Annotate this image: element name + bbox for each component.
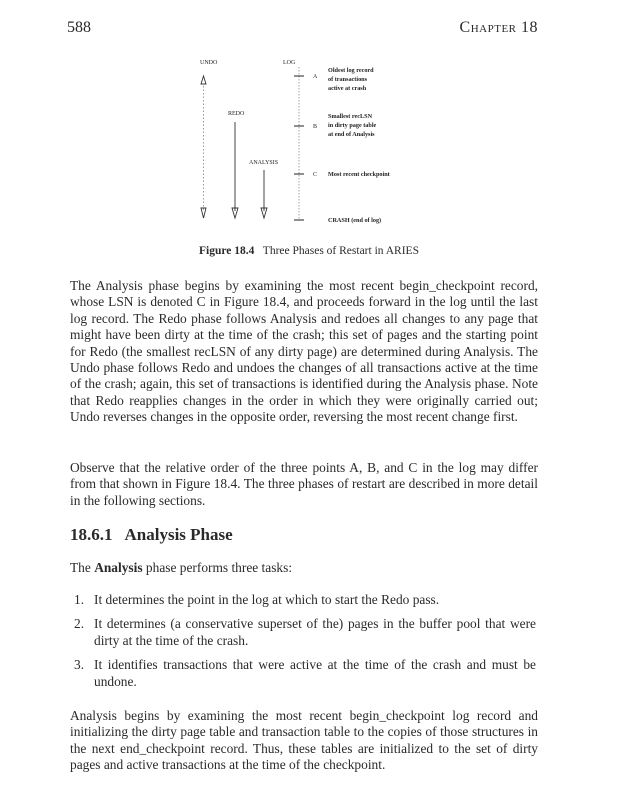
intro-prefix: The bbox=[70, 560, 91, 575]
point-a-desc-line2: of transactions bbox=[328, 76, 368, 83]
point-b-desc-line1: Smallest recLSN bbox=[328, 113, 373, 120]
paragraph-restart-phases: The Analysis phase begins by examining the most recent begin_checkpoint record, whose LSN is denoted C in Figure 18.4, and proceeds forward in the log until the last log record. The Redo phase follows Analysis and redoes all changes to any page that might have been dirty at the time of the crash; this set of pages and the starting point for Redo (the smallest recLSN of any dirty page) are determined during Analysis. The Undo phase follows Redo and undoes the changes of all transactions active at the time of the crash; again, this set of transactions is identified during the Analysis phase. Note that Redo reapplies changes in the order in which they were originally carried out; Undo reverses changes in the opposite order, reversing the most recent change first. bbox=[70, 278, 538, 425]
list-item bbox=[74, 592, 536, 608]
section-heading bbox=[70, 525, 233, 545]
point-b-desc-line2: in dirty page table bbox=[328, 122, 377, 129]
analysis-tasks-list bbox=[74, 592, 536, 698]
point-b-letter: B bbox=[313, 124, 318, 130]
analysis-column-label: ANALYSIS bbox=[249, 160, 279, 166]
list-item bbox=[74, 657, 536, 690]
undo-column-label: UNDO bbox=[200, 60, 218, 66]
list-item-number: 1. bbox=[74, 592, 85, 607]
section-number: 18.6.1 bbox=[70, 525, 113, 544]
section-intro bbox=[70, 560, 292, 576]
list-item-text: It identifies transactions that were active at the time of the crash and must be undone. bbox=[94, 657, 536, 689]
figure-diagram bbox=[195, 56, 435, 231]
list-item-number: 2. bbox=[74, 616, 85, 632]
undo-up-arrow bbox=[201, 76, 206, 84]
paragraph-relative-order: Observe that the relative order of the three points A, B, and C in the log may differ from that shown in Figure 18.4. The three phases of restart are described in more detail in the following sections. bbox=[70, 460, 538, 508]
figure-caption bbox=[0, 245, 618, 257]
section-title: Analysis Phase bbox=[124, 525, 233, 544]
list-item-number: 3. bbox=[74, 657, 85, 673]
figure-caption-text: Three Phases of Restart in ARIES bbox=[262, 245, 419, 257]
page-number: 588 bbox=[67, 19, 91, 36]
crash-label: CRASH (end of log) bbox=[328, 217, 382, 224]
point-a-desc-line1: Oldest log record bbox=[328, 67, 374, 74]
redo-column-label: REDO bbox=[228, 111, 245, 117]
point-c-letter: C bbox=[313, 172, 318, 178]
point-a-letter: A bbox=[313, 74, 318, 80]
point-a-desc-line3: active at crash bbox=[328, 85, 367, 92]
point-b-desc-line3: at end of Analysis bbox=[328, 131, 375, 138]
list-item-text: It determines (a conservative superset of the) pages in the buffer pool that were dirty at the time of the crash. bbox=[94, 616, 536, 648]
figure-caption-label: Figure 18.4 bbox=[199, 245, 255, 257]
list-item-text: It determines the point in the log at which to start the Redo pass. bbox=[94, 592, 440, 607]
intro-suffix: phase performs three tasks: bbox=[145, 560, 293, 575]
list-item bbox=[74, 616, 536, 649]
restart-phases-figure bbox=[195, 56, 435, 231]
paragraph-analysis-begins: Analysis begins by examining the most recent begin_checkpoint log record and initializing the dirty page table and transaction table to the copies of those structures in the next end_checkpoint record. Thus, these tables are initialized to the set of dirty pages and active transactions at the time of the checkpoint. bbox=[70, 708, 538, 773]
chapter-heading: Chapter 18 bbox=[459, 19, 538, 36]
intro-bold: Analysis bbox=[94, 560, 143, 575]
log-column-label: LOG bbox=[283, 60, 296, 66]
point-c-desc: Most recent checkpoint bbox=[328, 171, 390, 178]
